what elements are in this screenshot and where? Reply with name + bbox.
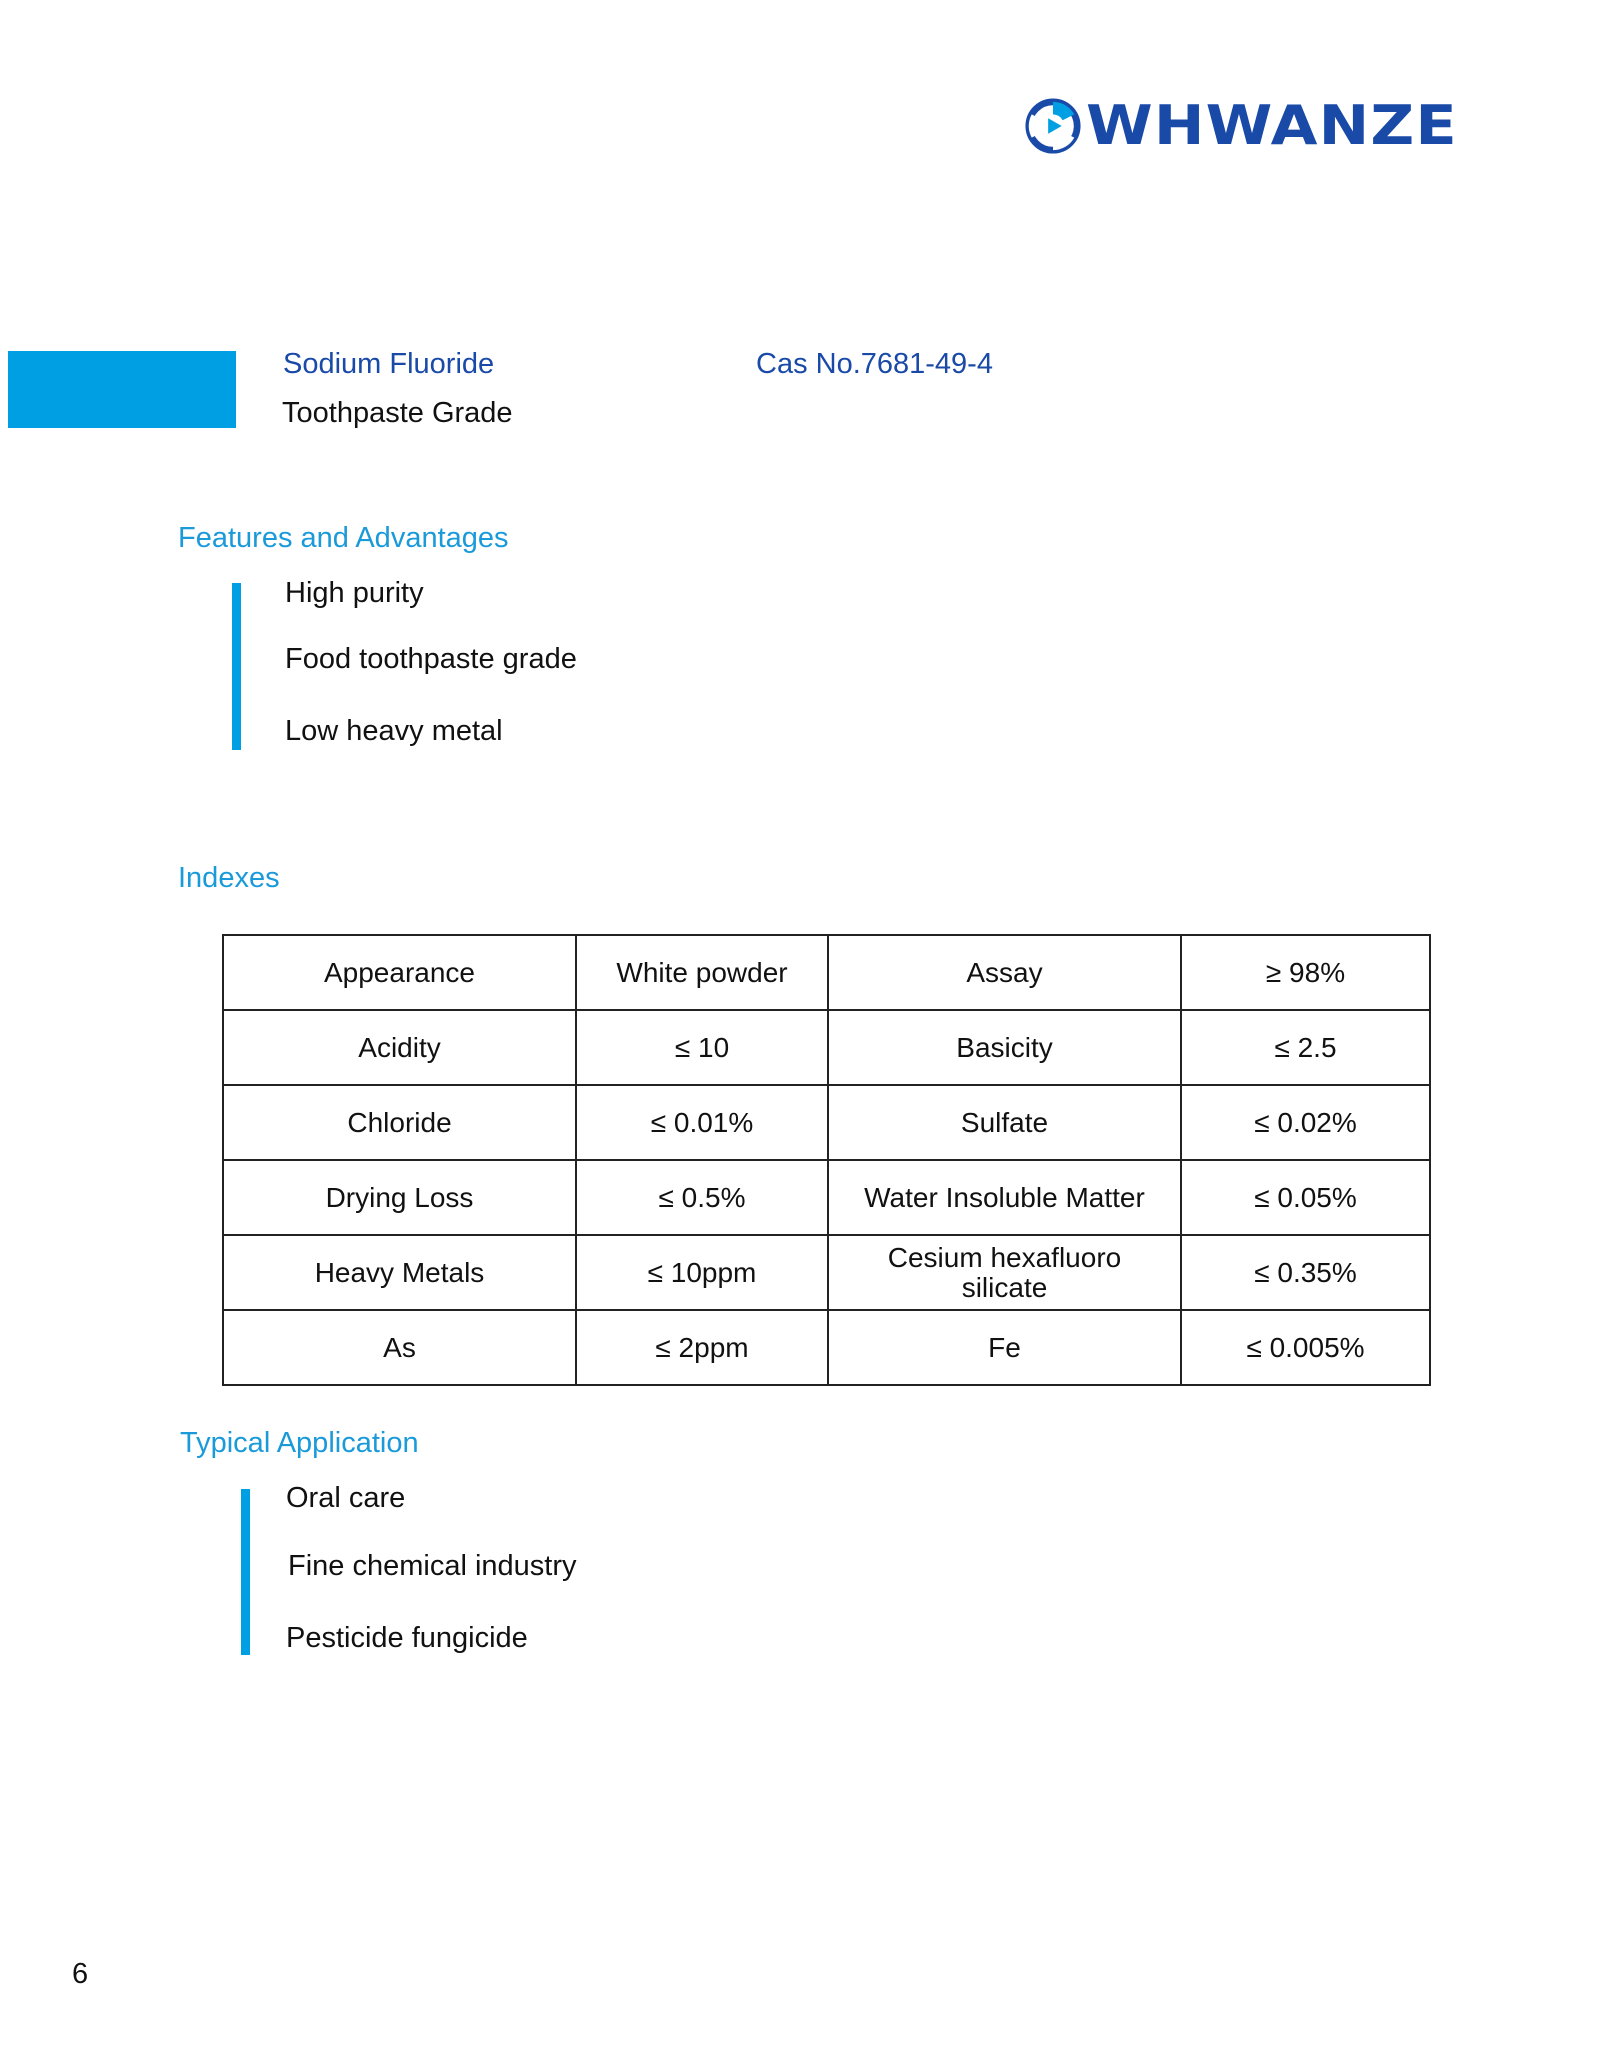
spec-value: ≤ 0.02% <box>1181 1085 1430 1160</box>
spec-name: Basicity <box>828 1010 1181 1085</box>
spec-value: White powder <box>576 935 828 1010</box>
spec-value: ≤ 10ppm <box>576 1235 828 1310</box>
table-row <box>223 1010 1430 1085</box>
page-number: 6 <box>72 1958 89 1990</box>
spec-name: Water Insoluble Matter <box>828 1160 1181 1235</box>
application-item: Pesticide fungicide <box>286 1622 528 1654</box>
spec-name: Cesium hexafluoro silicate <box>828 1235 1181 1310</box>
feature-item: Food toothpaste grade <box>285 643 577 675</box>
spec-value: ≤ 0.5% <box>576 1160 828 1235</box>
feature-item: Low heavy metal <box>285 715 503 747</box>
application-item: Fine chemical industry <box>288 1550 577 1582</box>
brand-logo <box>1024 94 1458 157</box>
spec-value: ≤ 2.5 <box>1181 1010 1430 1085</box>
table-row <box>223 1085 1430 1160</box>
applications-heading: Typical Application <box>180 1427 419 1459</box>
spec-name: Drying Loss <box>223 1160 576 1235</box>
table-row <box>223 1310 1430 1385</box>
spec-value: ≤ 0.35% <box>1181 1235 1430 1310</box>
application-item: Oral care <box>286 1482 406 1514</box>
spec-value: ≥ 98% <box>1181 935 1430 1010</box>
spec-name: Chloride <box>223 1085 576 1160</box>
title-accent-bar <box>8 351 236 428</box>
spec-value: ≤ 0.05% <box>1181 1160 1430 1235</box>
spec-value: ≤ 0.005% <box>1181 1310 1430 1385</box>
table-row <box>223 935 1430 1010</box>
spec-value: ≤ 10 <box>576 1010 828 1085</box>
spec-name: Fe <box>828 1310 1181 1385</box>
features-accent-bar <box>232 583 241 750</box>
spec-name: Acidity <box>223 1010 576 1085</box>
product-name: Sodium Fluoride <box>283 348 495 380</box>
spec-name: As <box>223 1310 576 1385</box>
spec-value: ≤ 0.01% <box>576 1085 828 1160</box>
indexes-table <box>222 934 1431 1386</box>
indexes-heading: Indexes <box>178 862 280 894</box>
spec-name: Assay <box>828 935 1181 1010</box>
table-row <box>223 1160 1430 1235</box>
cas-number: Cas No.7681-49-4 <box>756 348 993 380</box>
spec-name: Appearance <box>223 935 576 1010</box>
features-heading: Features and Advantages <box>178 522 509 554</box>
triskelion-logo-icon <box>1024 97 1082 155</box>
table-row <box>223 1235 1430 1310</box>
applications-accent-bar <box>241 1489 250 1655</box>
spec-value: ≤ 2ppm <box>576 1310 828 1385</box>
feature-item: High purity <box>285 577 424 609</box>
product-grade: Toothpaste Grade <box>282 397 513 429</box>
spec-name: Heavy Metals <box>223 1235 576 1310</box>
brand-name: WHWANZE <box>1086 94 1458 157</box>
spec-name: Sulfate <box>828 1085 1181 1160</box>
